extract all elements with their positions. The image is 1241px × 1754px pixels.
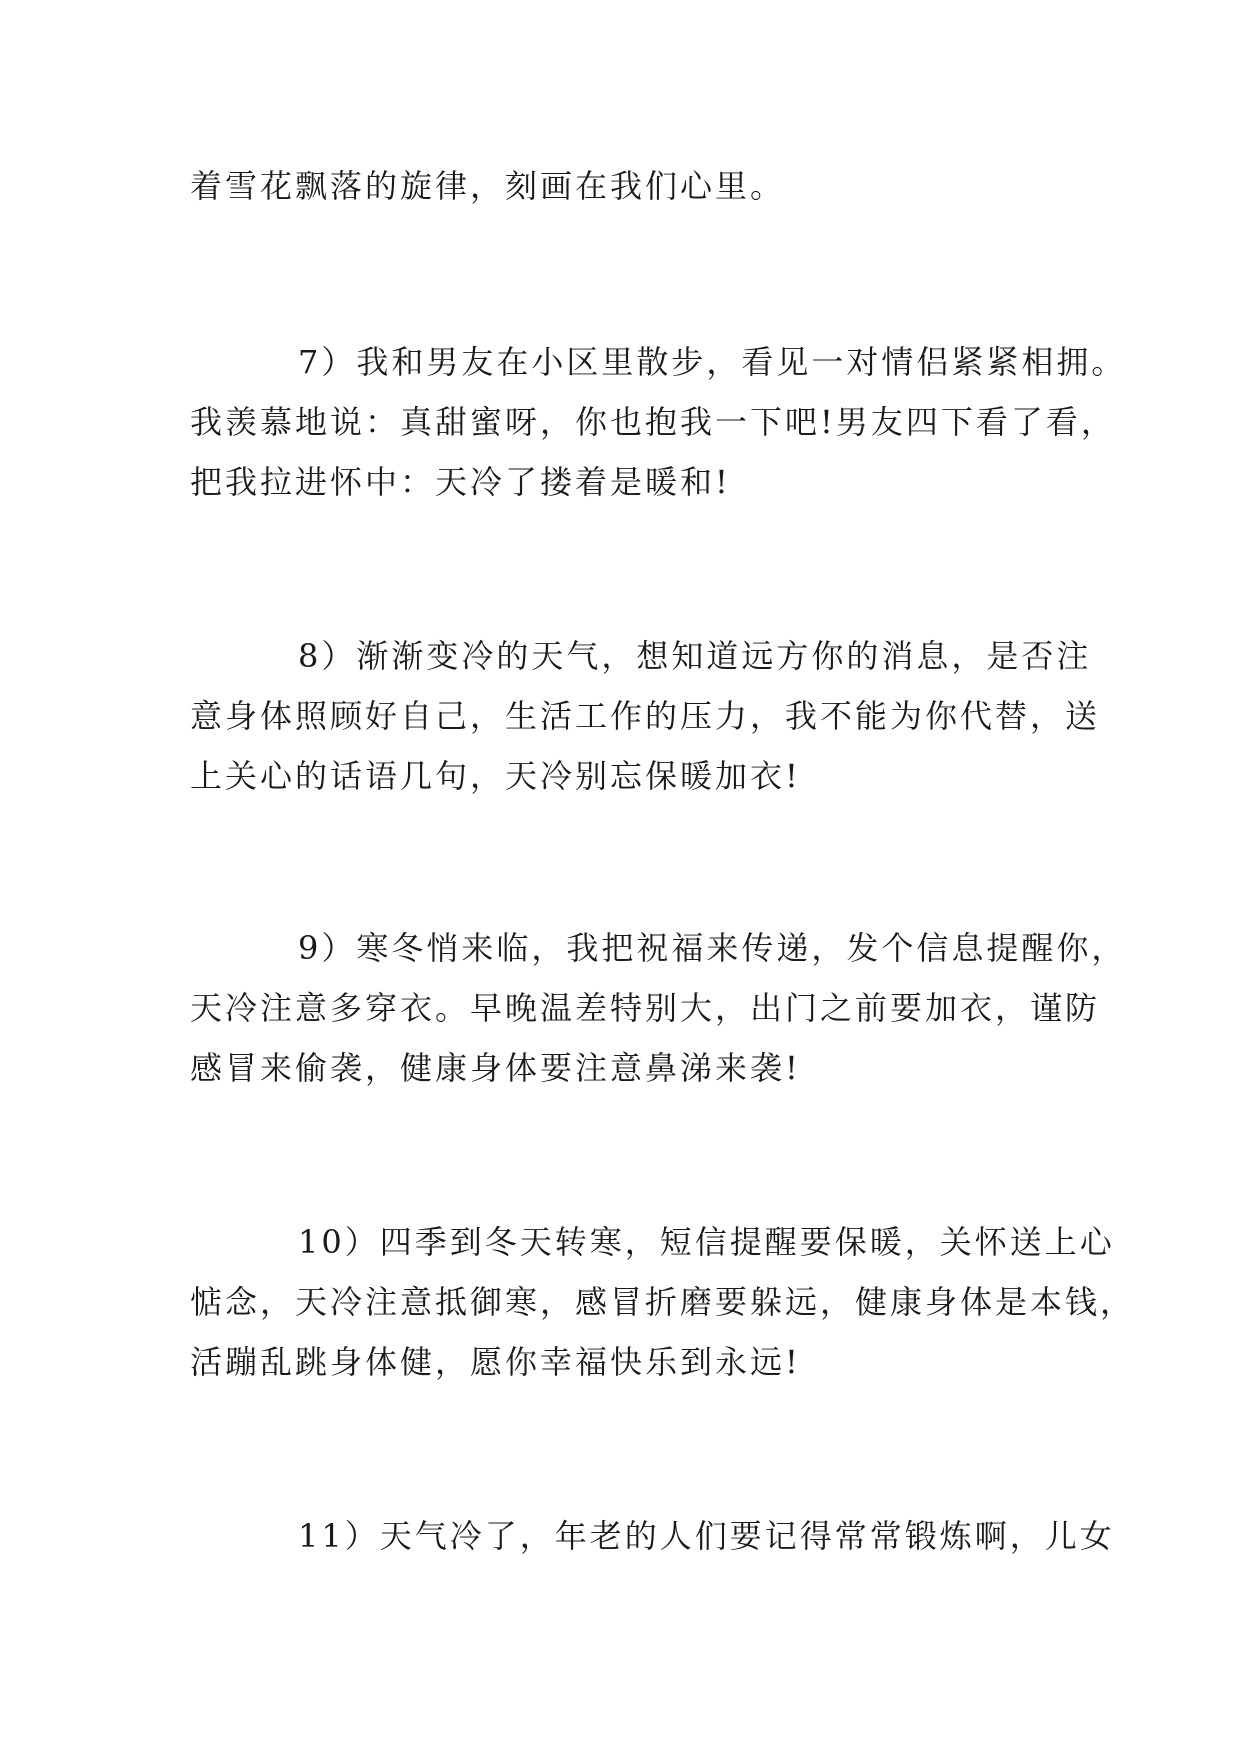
- text-line: 9）寒冬悄来临，我把祝福来传递，发个信息提醒你，: [298, 929, 1127, 967]
- text-line: 意身体照顾好自己，生活工作的压力，我不能为你代替，送: [190, 697, 1101, 735]
- text-line: 活蹦乱跳身体健，愿你幸福快乐到永远!: [190, 1343, 801, 1381]
- paragraph-item-7: [190, 332, 1127, 512]
- text-line: 惦念，天冷注意抵御寒，感冒折磨要躲远，健康身体是本钱，: [190, 1283, 1136, 1321]
- text-line: 我羡慕地说：真甜蜜呀，你也抱我一下吧!男友四下看了看，: [190, 403, 1116, 441]
- text-line: 天冷注意多穿衣。早晚温差特别大，出门之前要加衣，谨防: [190, 989, 1101, 1027]
- text-line: 上关心的话语几句，天冷别忘保暖加衣!: [190, 757, 801, 795]
- paragraph-item-9: [190, 918, 1127, 1098]
- text-line: 把我拉进怀中：天冷了搂着是暖和!: [190, 463, 731, 501]
- text-line: 11）天气冷了，年老的人们要记得常常锻炼啊，儿女: [298, 1517, 1115, 1555]
- paragraph-item-8: [190, 626, 1101, 806]
- text-line: 10）四季到冬天转寒，短信提醒要保暖，关怀送上心: [298, 1223, 1115, 1261]
- text-line: 8）渐渐变冷的天气，想知道远方你的消息，是否注: [298, 637, 1092, 675]
- paragraph-continuation: [190, 156, 1060, 216]
- text-line: 7）我和男友在小区里散步，看见一对情侣紧紧相拥。: [298, 343, 1127, 381]
- paragraph-item-11: [190, 1506, 1115, 1566]
- text-line: 着雪花飘落的旋律，刻画在我们心里。: [190, 167, 786, 205]
- paragraph-item-10: [190, 1212, 1136, 1392]
- text-line: 感冒来偷袭，健康身体要注意鼻涕来袭!: [190, 1049, 801, 1087]
